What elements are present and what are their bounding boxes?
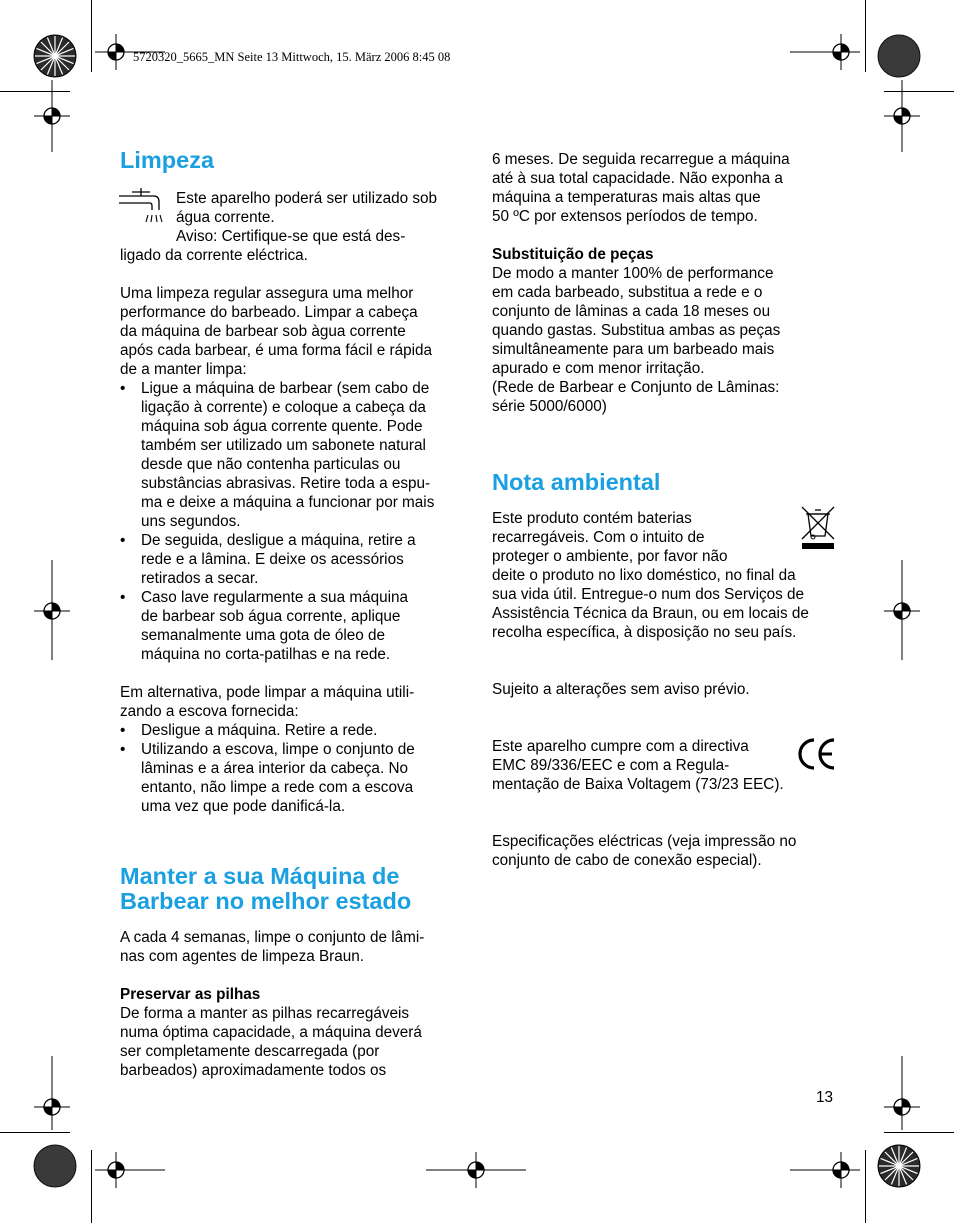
paragraph-line: recolha específica, à disposição no seu país. bbox=[492, 624, 797, 641]
paragraph-line: máquina a temperaturas mais altas que bbox=[492, 189, 761, 206]
list-item-line: entanto, não limpe a rede com a escova bbox=[141, 779, 414, 796]
list-item-line: uns segundos. bbox=[141, 513, 241, 530]
paragraph-line: Este aparelho cumpre com a directiva bbox=[492, 738, 749, 755]
paragraph-line: Este produto contém baterias bbox=[492, 510, 692, 527]
list-item-line: desde que não contenha particulas ou bbox=[141, 456, 401, 473]
list-item-line: ma e deixe a máquina a funcionar por mais bbox=[141, 494, 435, 511]
cleaning-steps-list bbox=[120, 379, 470, 664]
list-item-line: rede e a lâmina. E deixe os acessórios bbox=[141, 551, 404, 568]
section-title-nota-ambiental: Nota ambiental bbox=[492, 469, 661, 495]
list-item bbox=[120, 588, 470, 664]
list-item-line: • Desligue a máquina. Retire a rede. bbox=[141, 722, 378, 739]
paragraph-line: numa óptima capacidade, a máquina deverá bbox=[120, 1024, 422, 1041]
right-column bbox=[492, 150, 837, 870]
color-target bbox=[34, 1145, 76, 1187]
left-column bbox=[120, 148, 470, 1080]
paragraph-line: 6 meses. De seguida recarregue a máquina bbox=[492, 151, 790, 168]
list-item-line: máquina sob água corrente quente. Pode bbox=[141, 418, 423, 435]
title-line: Manter a sua Máquina de bbox=[120, 863, 400, 889]
subheading-preservar: Preservar as pilhas bbox=[120, 986, 261, 1003]
paragraph-line: nas com agentes de limpeza Braun. bbox=[120, 948, 365, 965]
paragraph-line: apurado e com menor irritação. bbox=[492, 360, 705, 377]
nota-ambiental-block bbox=[492, 509, 837, 642]
paragraph-line: quando gastas. Substitua ambas as peças bbox=[492, 322, 781, 339]
color-target bbox=[878, 1145, 920, 1187]
paragraph-line: série 5000/6000) bbox=[492, 398, 607, 415]
paragraph-line: conjunto de lâminas a cada 18 meses ou bbox=[492, 303, 771, 320]
list-item-line: lâminas e a área interior da cabeça. No bbox=[141, 760, 408, 777]
list-item-line: • De seguida, desligue a máquina, retire a bbox=[141, 532, 416, 549]
limpeza-intro-line: água corrente. bbox=[176, 209, 275, 226]
limpeza-intro-line: Aviso: Certifique-se que está des- bbox=[176, 228, 406, 245]
paragraph-line: (Rede de Barbear e Conjunto de Lâminas: bbox=[492, 379, 780, 396]
paragraph-line: após cada barbear, é uma forma fácil e rápida bbox=[120, 342, 433, 359]
list-item-line: • Utilizando a escova, limpe o conjunto de bbox=[141, 741, 415, 758]
paragraph-line: recarregáveis. Com o intuito de bbox=[492, 529, 705, 546]
paragraph-line: até à sua total capacidade. Não exponha a bbox=[492, 170, 783, 187]
paragraph-line: em cada barbeado, substitua a rede e o bbox=[492, 284, 763, 301]
limpeza-intro-line: ligado da corrente eléctrica. bbox=[120, 247, 308, 264]
subheading-substituicao: Substituição de peças bbox=[492, 246, 654, 263]
directiva-block bbox=[492, 737, 837, 794]
list-item-line: retirados a secar. bbox=[141, 570, 259, 587]
sujeito-alteracoes: Sujeito a alterações sem aviso prévio. bbox=[492, 681, 750, 698]
crossed-out-bin-icon bbox=[798, 503, 838, 549]
paragraph-line: Assistência Técnica da Braun, ou em locais de bbox=[492, 605, 809, 622]
list-item bbox=[120, 379, 470, 531]
paragraph-line: 50 ºC por extensos períodos de tempo. bbox=[492, 208, 758, 225]
list-item-line: máquina no corta-patilhas e na rede. bbox=[141, 646, 391, 663]
color-target bbox=[878, 35, 920, 77]
list-item-line: ligação à corrente) e coloque a cabeça da bbox=[141, 399, 426, 416]
paragraph-line: proteger o ambiente, por favor não bbox=[492, 548, 728, 565]
list-item bbox=[120, 721, 470, 740]
paragraph-line: sua vida útil. Entregue-o num dos Serviços de bbox=[492, 586, 805, 603]
paragraph-line: De forma a manter as pilhas recarregáveis bbox=[120, 1005, 410, 1022]
list-item-line: uma vez que pode danificá-la. bbox=[141, 798, 346, 815]
list-item bbox=[120, 740, 470, 816]
paragraph-line: Especificações eléctricas (veja impressão no bbox=[492, 833, 797, 850]
paragraph-line: ser completamente descarregada (por bbox=[120, 1043, 380, 1060]
paragraph-line: EMC 89/336/EEC e com a Regula- bbox=[492, 757, 730, 774]
list-item-line: • Caso lave regularmente a sua máquina bbox=[141, 589, 409, 606]
list-item-line: • Ligue a máquina de barbear (sem cabo de bbox=[141, 380, 430, 397]
paragraph-line: de a manter limpa: bbox=[120, 361, 247, 378]
paragraph-line: da máquina de barbear sob àgua corrente bbox=[120, 323, 406, 340]
paragraph-line: barbeados) aproximadamente todos os bbox=[120, 1062, 387, 1079]
page-number: 13 bbox=[816, 1089, 834, 1106]
paragraph-line: De modo a manter 100% de performance bbox=[492, 265, 774, 282]
title-line: Barbear no melhor estado bbox=[120, 888, 412, 914]
section-title-manter bbox=[120, 864, 470, 914]
list-item-line: substâncias abrasivas. Retire toda a espu- bbox=[141, 475, 431, 492]
color-target bbox=[34, 35, 76, 77]
limpeza-intro bbox=[120, 189, 470, 265]
section-title-limpeza: Limpeza bbox=[120, 147, 215, 173]
paragraph-line: deite o produto no lixo doméstico, no final da bbox=[492, 567, 796, 584]
paragraph-line: simultâneamente para um barbeado mais bbox=[492, 341, 775, 358]
print-slug: 5720320_5665_MN Seite 13 Mittwoch, 15. März 2006 8:45 08 bbox=[133, 50, 451, 64]
paragraph-line: Em alternativa, pode limpar a máquina utili- bbox=[120, 684, 415, 701]
list-item-line: de barbear sob água corrente, aplique bbox=[141, 608, 401, 625]
paragraph-line: A cada 4 semanas, limpe o conjunto de lâmi- bbox=[120, 929, 425, 946]
paragraph-line: mentação de Baixa Voltagem (73/23 EEC). bbox=[492, 776, 784, 793]
paragraph-line: performance do barbeado. Limpar a cabeça bbox=[120, 304, 418, 321]
limpeza-intro-line: Este aparelho poderá ser utilizado sob bbox=[176, 190, 438, 207]
list-item-line: também ser utilizado um sabonete natural bbox=[141, 437, 426, 454]
paragraph-line: zando a escova fornecida: bbox=[120, 703, 299, 720]
paragraph-line: conjunto de cabo de conexão especial). bbox=[492, 852, 762, 869]
ce-mark-icon bbox=[797, 735, 837, 773]
water-tap-icon bbox=[118, 184, 164, 226]
list-item-line: semanalmente uma gota de óleo de bbox=[141, 627, 386, 644]
brush-steps-list bbox=[120, 721, 470, 816]
paragraph-line: Uma limpeza regular assegura uma melhor bbox=[120, 285, 414, 302]
list-item bbox=[120, 531, 470, 588]
